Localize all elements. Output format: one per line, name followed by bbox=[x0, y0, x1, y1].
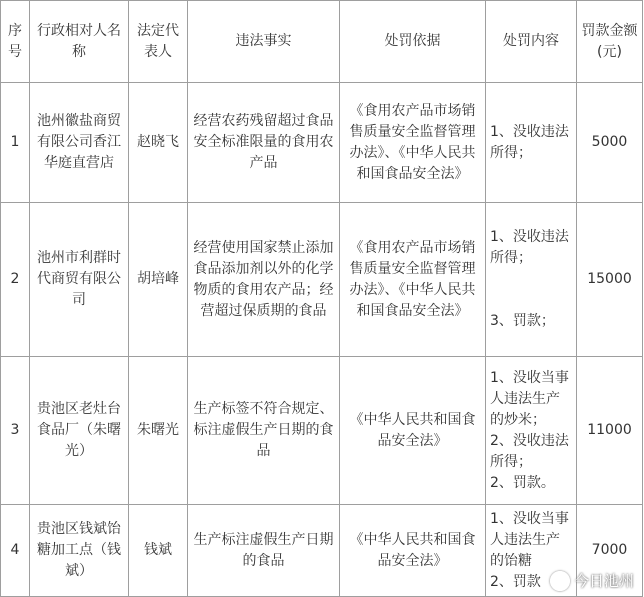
header-penalty-basis: 处罚依据 bbox=[340, 1, 486, 83]
header-no: 序号 bbox=[1, 1, 30, 83]
cell-fine-amount: 15000 bbox=[577, 203, 643, 357]
table-row bbox=[1, 83, 643, 203]
cell-no: 4 bbox=[1, 505, 30, 597]
cell-fine-amount: 11000 bbox=[577, 357, 643, 505]
cell-fine-amount: 7000 bbox=[577, 505, 643, 597]
penalty-content-text: 1、没收当事人违法生产的饴糖 2、罚款 bbox=[490, 510, 569, 590]
cell-representative: 钱斌 bbox=[129, 505, 188, 597]
cell-penalty-basis: 《中华人民共和国食品安全法》 bbox=[340, 505, 486, 597]
header-row bbox=[1, 1, 643, 83]
penalty-content-text: 1、没收违法所得； 3、罚款； bbox=[490, 229, 569, 329]
cell-representative: 赵晓飞 bbox=[129, 83, 188, 203]
cell-name: 池州市利群时代商贸有限公司 bbox=[30, 203, 129, 357]
header-fine-amount: 罚款金额(元) bbox=[577, 1, 643, 83]
header-representative: 法定代表人 bbox=[129, 1, 188, 83]
cell-violation-fact: 生产标签不符合规定、标注虚假生产日期的食品 bbox=[188, 357, 340, 505]
cell-no: 2 bbox=[1, 203, 30, 357]
cell-representative: 朱曙光 bbox=[129, 357, 188, 505]
cell-penalty-basis: 《食用农产品市场销售质量安全监督管理办法》、《中华人民共和国食品安全法》 bbox=[340, 83, 486, 203]
cell-fine-amount: 5000 bbox=[577, 83, 643, 203]
table-row bbox=[1, 357, 643, 505]
header-penalty-content: 处罚内容 bbox=[486, 1, 577, 83]
table-row bbox=[1, 203, 643, 357]
header-violation-fact: 违法事实 bbox=[188, 1, 340, 83]
cell-no: 1 bbox=[1, 83, 30, 203]
cell-penalty-content bbox=[486, 83, 577, 203]
cell-name: 贵池区老灶台食品厂（朱曙光） bbox=[30, 357, 129, 505]
cell-no: 3 bbox=[1, 357, 30, 505]
table-row bbox=[1, 505, 643, 597]
penalty-content-text: 1、没收违法所得； bbox=[490, 123, 569, 161]
watermark-text: 今日池州 bbox=[573, 572, 634, 590]
cell-penalty-content bbox=[486, 357, 577, 505]
penalty-content-text: 1、没收当事人违法生产的炒米； 2、没收违法所得； 2、罚款。 bbox=[490, 369, 569, 491]
cell-name: 贵池区钱斌饴糖加工点（钱斌） bbox=[30, 505, 129, 597]
cell-name: 池州徽盐商贸有限公司香江华庭直营店 bbox=[30, 83, 129, 203]
wechat-account-icon bbox=[550, 571, 570, 591]
cell-violation-fact: 经营使用国家禁止添加食品添加剂以外的化学物质的食用农产品；经营超过保质期的食品 bbox=[188, 203, 340, 357]
header-name: 行政相对人名称 bbox=[30, 1, 129, 83]
cell-penalty-content bbox=[486, 203, 577, 357]
cell-representative: 胡培峰 bbox=[129, 203, 188, 357]
watermark bbox=[550, 570, 634, 591]
cell-penalty-basis: 《中华人民共和国食品安全法》 bbox=[340, 357, 486, 505]
cell-violation-fact: 经营农药残留超过食品安全标准限量的食用农产品 bbox=[188, 83, 340, 203]
cell-penalty-basis: 《食用农产品市场销售质量安全监督管理办法》、《中华人民共和国食品安全法》 bbox=[340, 203, 486, 357]
cell-violation-fact: 生产标注虚假生产日期的食品 bbox=[188, 505, 340, 597]
